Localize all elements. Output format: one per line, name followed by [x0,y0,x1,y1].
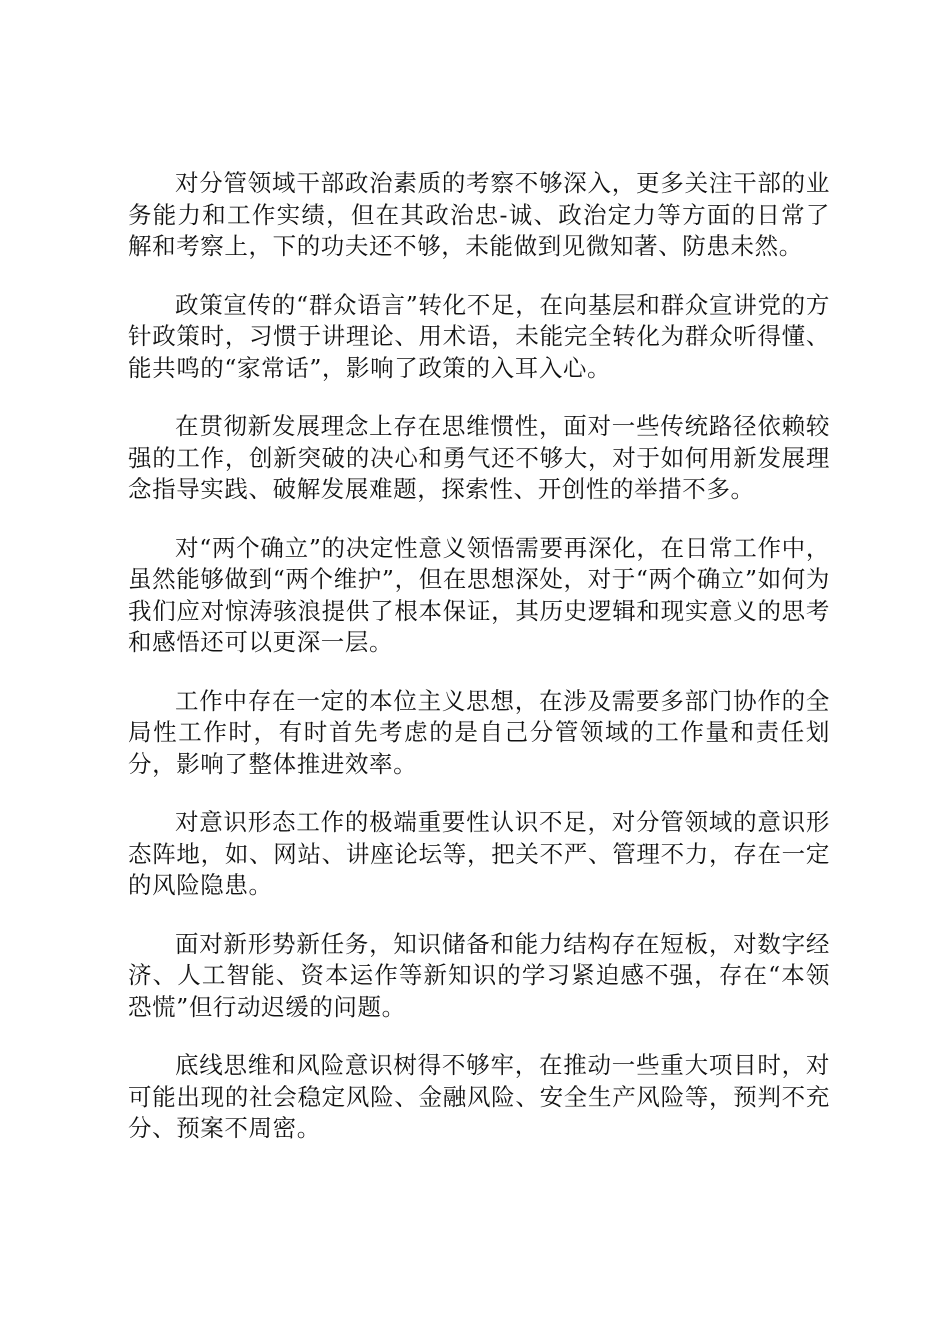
paragraph: 面对新形势新任务，知识储备和能力结构存在短板，对数字经济、人工智能、资本运作等新知识的学习紧迫感不强，存在“本领恐慌”但行动迟缓的问题。 [128,929,830,1021]
paragraph: 在贯彻新发展理念上存在思维惯性，面对一些传统路径依赖较强的工作，创新突破的决心和勇气还不够大，对于如何用新发展理念指导实践、破解发展难题，探索性、开创性的举措不多。 [128,412,830,503]
paragraph: 政策宣传的“群众语言”转化不足，在向基层和群众宣讲党的方针政策时，习惯于讲理论、用术语，未能完全转化为群众听得懂、能共鸣的“家常话”，影响了政策的入耳入心。 [128,290,830,382]
paragraph: 工作中存在一定的本位主义思想，在涉及需要多部门协作的全局性工作时，有时首先考虑的是自己分管领域的工作量和责任划分，影响了整体推进效率。 [128,686,830,778]
document-body [128,168,830,1172]
paragraph: 底线思维和风险意识树得不够牢，在推动一些重大项目时，对可能出现的社会稳定风险、金融风险、安全生产风险等，预判不充分、预案不周密。 [128,1051,830,1142]
paragraph: 对分管领域干部政治素质的考察不够深入，更多关注干部的业务能力和工作实绩，但在其政治忠-诚、政治定力等方面的日常了解和考察上，下的功夫还不够，未能做到见微知著、防患未然。 [128,169,830,260]
paragraph: 对意识形态工作的极端重要性认识不足，对分管领域的意识形态阵地，如、网站、讲座论坛等，把关不严、管理不力，存在一定的风险隐患。 [128,808,830,899]
paragraph: 对“两个确立”的决定性意义领悟需要再深化，在日常工作中，虽然能够做到“两个维护”，但在思想深处，对于“两个确立”如何为我们应对惊涛骇浪提供了根本保证，其历史逻辑和现实意义的思考和感悟还可以更深一层。 [128,533,830,656]
